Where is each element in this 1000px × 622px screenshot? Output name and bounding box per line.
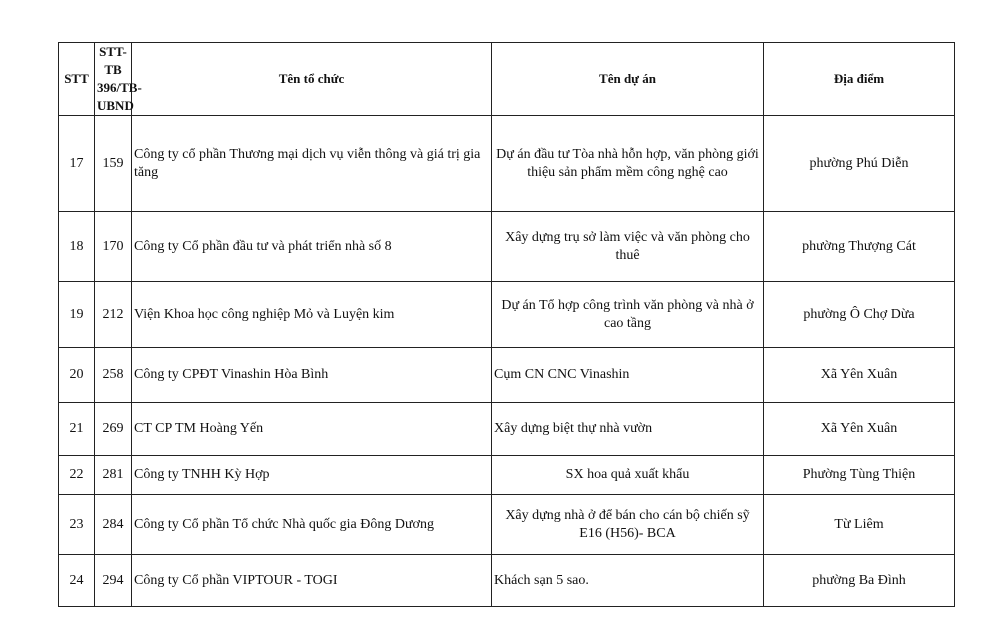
row-organization: Công ty Cổ phần Tổ chức Nhà quốc gia Đông Dương <box>132 495 492 555</box>
row-location: Phường Tùng Thiện <box>764 456 955 495</box>
row-organization: Công ty cổ phần Thương mại dịch vụ viễn thông và giá trị gia tăng <box>132 116 492 212</box>
table-row <box>59 348 955 403</box>
row-ref: 281 <box>95 456 132 495</box>
row-location: phường Ô Chợ Dừa <box>764 282 955 348</box>
row-project: Xây dựng nhà ở để bán cho cán bộ chiến sỹ E16 (H56)- BCA <box>492 495 764 555</box>
row-stt: 22 <box>59 456 95 495</box>
row-organization: Công ty Cổ phần đầu tư và phát triển nhà số 8 <box>132 212 492 282</box>
table-row <box>59 116 955 212</box>
row-location: phường Phú Diễn <box>764 116 955 212</box>
row-project: Dự án Tổ hợp công trình văn phòng và nhà ở cao tầng <box>492 282 764 348</box>
header-ref-number: STT-TB 396/TB-UBND <box>95 43 132 116</box>
header-project: Tên dự án <box>492 43 764 116</box>
project-table <box>58 42 955 607</box>
row-project: Dự án đầu tư Tòa nhà hỗn hợp, văn phòng giới thiệu sản phẩm mềm công nghệ cao <box>492 116 764 212</box>
row-location: Xã Yên Xuân <box>764 348 955 403</box>
row-stt: 24 <box>59 555 95 607</box>
row-organization: CT CP TM Hoàng Yến <box>132 403 492 456</box>
row-organization: Công ty CPĐT Vinashin Hòa Bình <box>132 348 492 403</box>
row-project: Xây dựng trụ sở làm việc và văn phòng cho thuê <box>492 212 764 282</box>
row-location: phường Ba Đình <box>764 555 955 607</box>
row-ref: 269 <box>95 403 132 456</box>
header-organization: Tên tổ chức <box>132 43 492 116</box>
table-row <box>59 495 955 555</box>
row-stt: 20 <box>59 348 95 403</box>
row-ref: 258 <box>95 348 132 403</box>
table-row <box>59 456 955 495</box>
row-stt: 19 <box>59 282 95 348</box>
row-project: Khách sạn 5 sao. <box>492 555 764 607</box>
row-ref: 170 <box>95 212 132 282</box>
row-stt: 18 <box>59 212 95 282</box>
row-project: SX hoa quả xuất khẩu <box>492 456 764 495</box>
row-organization: Công ty Cổ phần VIPTOUR - TOGI <box>132 555 492 607</box>
row-stt: 17 <box>59 116 95 212</box>
row-ref: 212 <box>95 282 132 348</box>
table-row <box>59 403 955 456</box>
table-row <box>59 282 955 348</box>
row-ref: 294 <box>95 555 132 607</box>
header-location: Địa điểm <box>764 43 955 116</box>
row-location: phường Thượng Cát <box>764 212 955 282</box>
row-location: Từ Liêm <box>764 495 955 555</box>
row-organization: Viện Khoa học công nghiệp Mỏ và Luyện kim <box>132 282 492 348</box>
row-project: Cụm CN CNC Vinashin <box>492 348 764 403</box>
row-project: Xây dựng biệt thự nhà vườn <box>492 403 764 456</box>
row-organization: Công ty TNHH Kỳ Hợp <box>132 456 492 495</box>
table-row <box>59 555 955 607</box>
row-stt: 21 <box>59 403 95 456</box>
row-stt: 23 <box>59 495 95 555</box>
table-row <box>59 212 955 282</box>
header-stt: STT <box>59 43 95 116</box>
row-location: Xã Yên Xuân <box>764 403 955 456</box>
row-ref: 284 <box>95 495 132 555</box>
row-ref: 159 <box>95 116 132 212</box>
header-row <box>59 43 955 116</box>
